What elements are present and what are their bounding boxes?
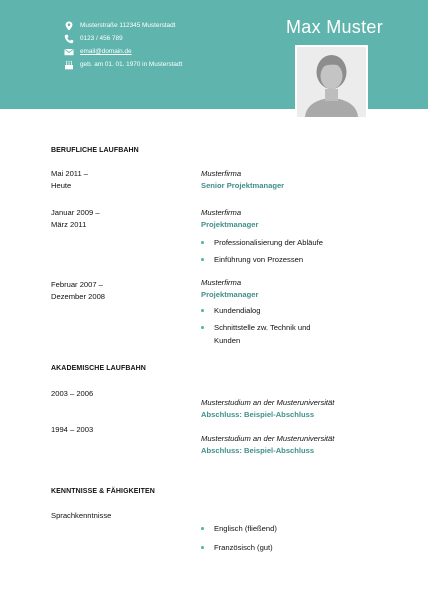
birthday-cake-icon	[64, 60, 74, 70]
date-start: Januar 2009 –	[51, 208, 100, 217]
skills-section-title: KENNTNISSE & FÄHIGKEITEN	[51, 488, 155, 495]
person-name: Max Muster	[286, 17, 384, 37]
date-end: Heute	[51, 181, 72, 190]
email-icon	[64, 47, 74, 57]
location-pin-icon	[64, 21, 74, 31]
contact-info	[64, 19, 182, 71]
career-entry-3	[201, 277, 401, 347]
list-item: Kundendialog	[201, 304, 336, 317]
task-list	[201, 236, 401, 266]
bullet-icon	[201, 326, 204, 329]
career-entry-2	[201, 207, 401, 266]
job-role: Projektmanager	[201, 290, 259, 299]
birth-text: geb. am 01. 01. 1970 in Musterstadt	[80, 61, 183, 68]
institution-name: Musterstudium an der Musteruniversität	[201, 398, 335, 407]
company-name: Musterfirma	[201, 208, 242, 217]
job-role: Senior Projektmanager	[201, 181, 285, 190]
languages-label: Sprachkenntnisse	[51, 511, 112, 520]
contact-birth	[64, 58, 182, 71]
language-items	[201, 522, 401, 554]
bullet-icon	[201, 258, 204, 261]
bullet-icon	[201, 527, 204, 530]
contact-email[interactable]	[64, 45, 182, 58]
list-item: Französisch (gut)	[201, 541, 401, 554]
date-end: Dezember 2008	[51, 292, 106, 301]
education-entry-2	[201, 433, 401, 457]
list-item: Einführung von Prozessen	[201, 253, 401, 266]
degree: Abschluss: Beispiel-Abschluss	[201, 446, 315, 455]
address-text: Musterstraße 112345 Musterstadt	[80, 22, 176, 29]
task-list	[201, 304, 336, 347]
career-section-title: BERUFLICHE LAUFBAHN	[51, 147, 139, 154]
bullet-icon	[201, 546, 204, 549]
bullet-icon	[201, 241, 204, 244]
job-role: Projektmanager	[201, 220, 259, 229]
avatar-placeholder-icon	[295, 45, 368, 119]
bullet-icon	[201, 309, 204, 312]
career-date-3	[51, 279, 105, 303]
education-date-2: 1994 – 2003	[51, 425, 94, 434]
list-item: Schnittstelle zw. Technik und Kunden	[201, 321, 336, 347]
education-date-1: 2003 – 2006	[51, 389, 94, 398]
list-item: Englisch (fließend)	[201, 522, 401, 535]
contact-address	[64, 19, 182, 32]
phone-icon	[64, 34, 74, 44]
list-item: Professionalisierung der Abläufe	[201, 236, 401, 249]
date-start: Februar 2007 –	[51, 280, 103, 289]
profile-photo	[295, 45, 368, 119]
education-section-title: AKADEMISCHE LAUFBAHN	[51, 365, 146, 372]
date-start: Mai 2011 –	[51, 169, 89, 178]
career-date-2	[51, 207, 100, 231]
degree: Abschluss: Beispiel-Abschluss	[201, 410, 315, 419]
institution-name: Musterstudium an der Musteruniversität	[201, 434, 335, 443]
company-name: Musterfirma	[201, 278, 242, 287]
phone-text: 0123 / 456 789	[80, 35, 123, 42]
email-link[interactable]: email@domain.de	[80, 48, 132, 55]
languages-list	[201, 522, 401, 554]
career-date-1	[51, 168, 88, 192]
contact-phone	[64, 32, 182, 45]
career-entry-1	[201, 168, 401, 192]
education-entry-1	[201, 397, 401, 421]
date-end: März 2011	[51, 220, 87, 229]
company-name: Musterfirma	[201, 169, 242, 178]
